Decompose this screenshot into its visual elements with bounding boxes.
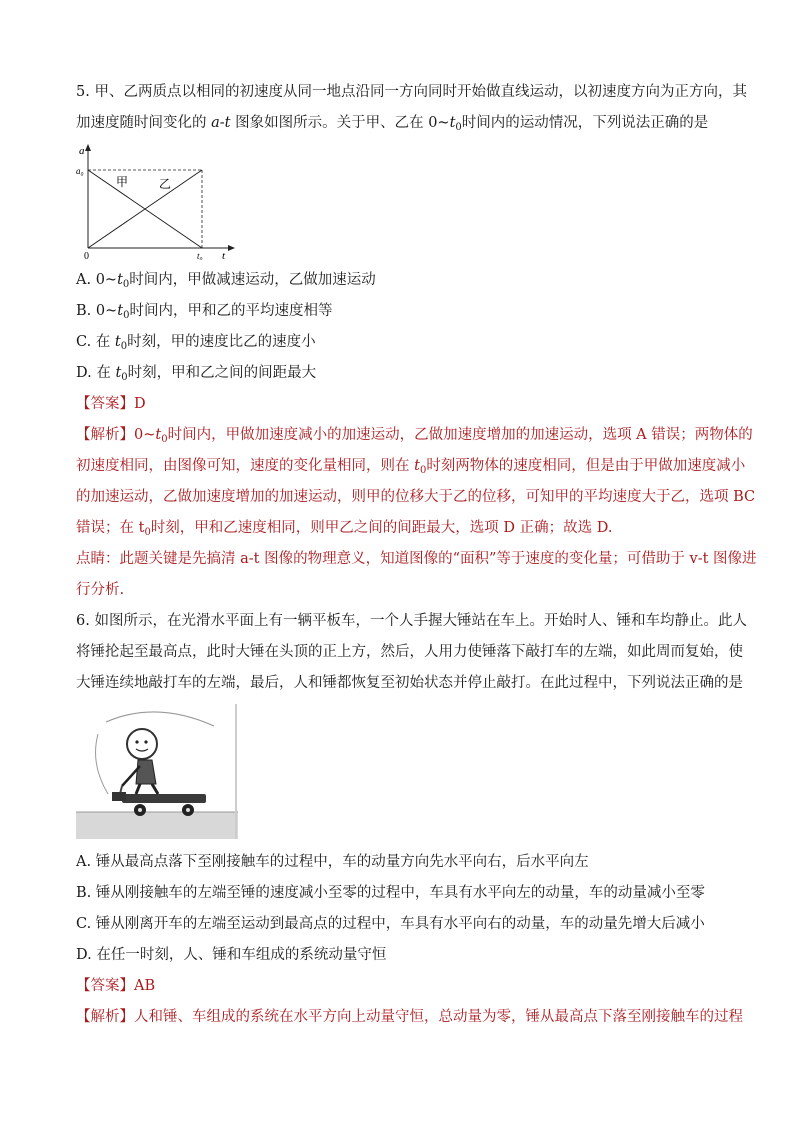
- q5-an-1a: 0~: [134, 427, 156, 443]
- q5-an-2a: 初速度相同，由图像可知，速度的变化量相同，则在: [76, 458, 415, 474]
- q6-option-d: [76, 945, 386, 965]
- q5-stem-text-1: 5. 甲、乙两质点以相同的初速度从同一地点沿同一方向同时开始做直线运动，以初速度方向为正方向，其: [76, 84, 747, 100]
- q5-opt-c-text: 时刻，甲的速度比乙的速度小: [127, 334, 316, 350]
- a-axis-arrow: [85, 144, 91, 151]
- origin-label: 0: [84, 251, 89, 260]
- t-axis-arrow: [228, 245, 235, 251]
- q6-answer-tag: 【答案】: [76, 978, 134, 994]
- q6-answer-value: AB: [134, 978, 156, 994]
- q5-an-4a: 错误；在 t: [76, 520, 145, 536]
- eye-left: [135, 740, 138, 743]
- q5-stem-text-2a: 加速度随时间变化的: [76, 115, 212, 131]
- q5-sub-0: 0: [455, 122, 462, 133]
- person-head: [127, 729, 157, 759]
- q6-cart-illustration: [76, 704, 238, 839]
- q6-answer: [76, 976, 155, 996]
- q5-an-2b: 时刻两物体的速度相同，但是由于甲做加速度减小: [426, 458, 746, 474]
- q5-an-2-sub: 0: [419, 465, 427, 476]
- cart-body: [122, 794, 206, 803]
- q5-stem-text-2c: 时间内的运动情况，下列说法正确的是: [461, 115, 709, 131]
- q5-tip-line-1: [76, 549, 757, 569]
- eye-right: [144, 740, 147, 743]
- q5-stem-text-2b: 图象如图所示。关于甲、乙在 0~: [230, 115, 450, 131]
- jia-label: 甲: [116, 175, 129, 189]
- q5-opt-a-prefix: A. 0~: [76, 272, 118, 288]
- q5-an-1-sub: 0: [161, 434, 168, 445]
- q5-analysis-line-2: [76, 456, 745, 476]
- q5-answer-tag: 【答案】: [76, 396, 134, 412]
- q5-opt-b-prefix: B. 0~: [76, 303, 118, 319]
- q6-opt-c-text: C. 锤从刚离开车的左端至运动到最高点的过程中，车具有水平向右的动量，车的动量先增大后减小: [76, 916, 705, 932]
- yi-label: 乙: [159, 177, 172, 191]
- q5-tip-2: 行分析.: [76, 582, 125, 598]
- t-axis-label: t: [222, 250, 226, 260]
- q5-stem-line-2: [76, 113, 708, 133]
- q6-stem-line-3: [76, 673, 743, 693]
- a-axis-label: a: [79, 145, 85, 157]
- q5-tip-1: 点睛：此题关键是先搞清 a-t 图像的物理意义，知道图像的“面积”等于速度的变化量；可借助于 v-t 图像进: [76, 551, 757, 567]
- q5-opt-c-prefix: C. 在: [76, 334, 115, 350]
- q5-opt-a-sub: 0: [122, 279, 130, 290]
- q6-opt-d-text: D. 在任一时刻，人、锤和车组成的系统动量守恒: [76, 947, 387, 963]
- q6-opt-a-text: A. 锤从最高点落下至刚接触车的过程中，车的动量方向先水平向右，后水平向左: [76, 854, 589, 870]
- wheel-hub-right: [186, 808, 190, 812]
- q5-opt-b-text: 时间内，甲和乙的平均速度相等: [129, 303, 333, 319]
- q6-stem-1: 6. 如图所示，在光滑水平面上有一辆平板车，一个人手握大锤站在车上。开始时人、锤和车均静止。此人: [76, 613, 747, 629]
- a0-label: a₀: [76, 166, 84, 176]
- q5-opt-b-sub: 0: [123, 310, 130, 321]
- q5-analysis-tag: 【解析】: [76, 427, 134, 443]
- q6-opt-b-text: B. 锤从刚接触车的左端至锤的速度减小至零的过程中，车具有水平向左的动量，车的动量减小至零: [76, 885, 705, 901]
- hammer-head: [112, 792, 126, 801]
- q5-analysis-line-4: [76, 518, 612, 538]
- q5-option-c: [76, 332, 316, 352]
- q5-opt-a-t: t: [117, 272, 123, 288]
- q5-an-2-t: t: [414, 458, 420, 474]
- q5-opt-a-text: 时间内，甲做减速运动，乙做加速运动: [129, 272, 376, 288]
- q5-opt-b-t: t: [117, 303, 124, 319]
- q5-answer: [76, 394, 146, 414]
- person-body: [136, 760, 156, 784]
- q6-option-c: [76, 914, 705, 934]
- q5-option-a: [76, 270, 376, 290]
- wheel-hub-left: [138, 808, 142, 812]
- q5-analysis-line-3: [76, 487, 755, 507]
- q6-analysis-line-1: [76, 1007, 743, 1027]
- q5-opt-d-text: 时刻，甲和乙之间的间距最大: [127, 365, 317, 381]
- q6-stem-3: 大锤连续地敲打车的左端，最后，人和锤都恢复至初始状态并停止敲打。在此过程中，下列说法正确的是: [76, 675, 743, 691]
- q5-answer-value: D: [134, 396, 146, 412]
- q5-option-b: [76, 301, 332, 321]
- q5-an-4b: 时刻，甲和乙速度相同，则甲乙之间的间距最大，选项 D 正确；故选 D.: [150, 520, 613, 536]
- q6-stem-line-2: [76, 642, 743, 662]
- t0-label: t₀: [197, 251, 203, 260]
- q5-var-at: a-t: [211, 115, 231, 131]
- q6-stem-line-1: [76, 611, 747, 631]
- q5-analysis-line-1: [76, 425, 753, 445]
- q6-analysis-tag: 【解析】: [76, 1009, 134, 1025]
- q5-opt-c-t: t: [114, 334, 121, 350]
- q5-an-1b: 时间内，甲做加速度减小的加速运动，乙做加速度增加的加速运动，选项 A 错误；两物体的: [167, 427, 753, 443]
- q5-stem-line-1: [76, 82, 747, 102]
- q5-an-1-t: t: [155, 427, 162, 443]
- q5-at-graph: [76, 142, 236, 260]
- ground: [76, 812, 238, 839]
- q6-stem-2: 将锤抡起至最高点，此时大锤在头顶的正上方，然后，人用力使锤落下敲打车的左端，如此周而复始，使: [76, 644, 743, 660]
- q5-an-3: 的加速运动，乙做加速度增加的加速运动，则甲的位移大于乙的位移，可知甲的平均速度大于乙，选项 BC: [76, 489, 756, 505]
- q6-an-1: 人和锤、车组成的系统在水平方向上动量守恒，总动量为零，锤从最高点下落至刚接触车的过程: [134, 1009, 743, 1025]
- q6-option-a: [76, 852, 589, 872]
- q5-opt-d-t: t: [115, 365, 122, 381]
- q5-tip-line-2: [76, 580, 124, 600]
- q5-var-t: t: [449, 115, 456, 131]
- q5-an-4-sub: 0: [144, 527, 151, 538]
- q5-opt-c-sub: 0: [120, 341, 128, 352]
- q5-opt-d-sub: 0: [121, 372, 128, 383]
- q6-option-b: [76, 883, 705, 903]
- q5-option-d: [76, 363, 316, 383]
- q5-opt-d-prefix: D. 在: [76, 365, 116, 381]
